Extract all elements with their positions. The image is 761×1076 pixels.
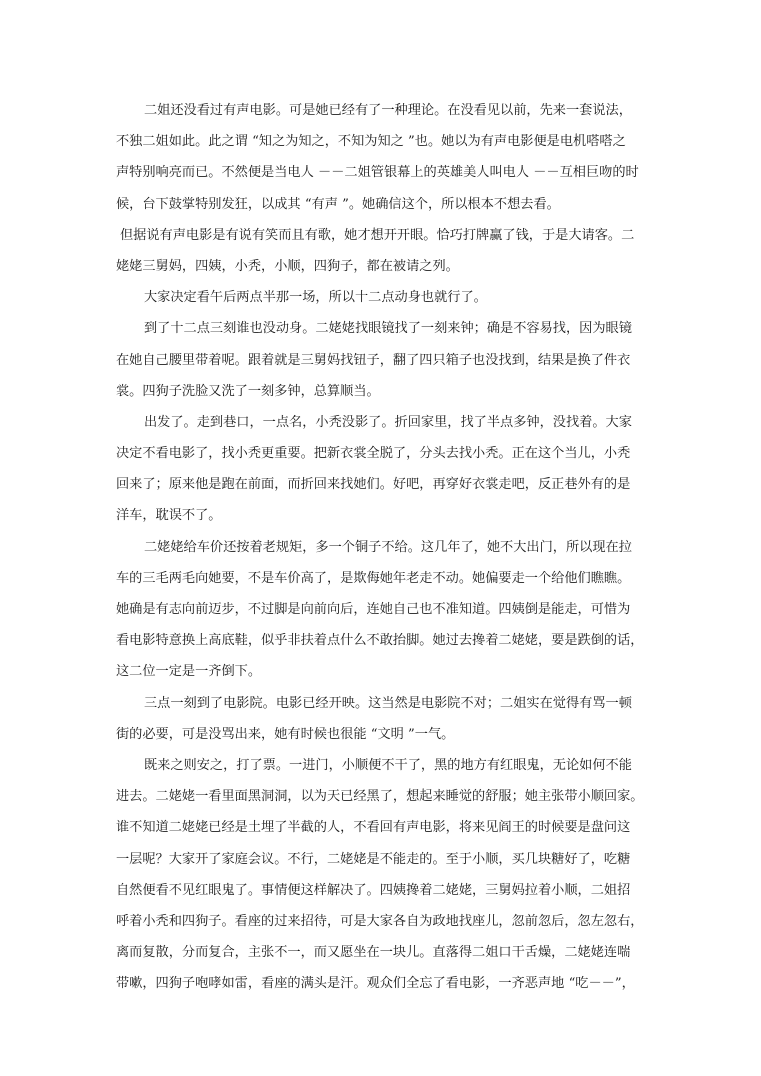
text-line: 姥姥三舅妈，四姨，小秃，小顺，四狗子，都在被请之列。 <box>116 258 459 274</box>
text-line: 车的三毛两毛向她要，不是车价高了，是欺侮她年老走不动。她偏要走一个给他们瞧瞧。 <box>116 570 631 586</box>
text-line: 进去。二姥姥一看里面黑洞洞，以为天已经黑了，想起来睡觉的舒服；她主张带小顺回家。 <box>116 789 644 805</box>
text-line: 大家决定看午后两点半那一场，所以十二点动身也就行了。 <box>144 290 487 306</box>
text-line: 二姥姥给车价还按着老规矩，多一个铜子不给。这几年了，她不大出门，所以现在拉 <box>144 539 632 555</box>
text-line: 但据说有声电影是有说有笑而且有歌，她才想开开眼。恰巧打牌赢了钱，于是大请客。二 <box>120 227 635 243</box>
text-line: 洋车，耽误不了。 <box>116 508 222 524</box>
text-line: 到了十二点三刻谁也没动身。二姥姥找眼镜找了一刻来钟；确是不容易找，因为眼镜 <box>144 321 632 337</box>
document-body <box>116 95 646 999</box>
text-line: 声特别响亮而已。不然便是当电人 －－二姐管银幕上的英雄美人叫电人 －－互相巨吻的时 <box>116 165 639 181</box>
text-line: 带嗽，四狗子咆哮如雷，看座的满头是汗。观众们全忘了看电影，一齐恶声地 “吃－－”， <box>116 976 635 992</box>
text-line: 不独二姐如此。此之谓 “知之为知之，不知为知之 ”也。她以为有声电影便是电机嗒嗒之 <box>116 134 626 150</box>
text-line: 裳。四狗子洗脸又洗了一刻多钟，总算顺当。 <box>116 383 380 399</box>
text-line: 候，台下鼓掌特别发狂，以成其 “有声 ”。她确信这个，所以根本不想去看。 <box>116 196 560 212</box>
text-line: 决定不看电影了，找小秃更重要。把新衣裳全脱了，分头去找小秃。正在这个当儿，小秃 <box>116 446 631 462</box>
text-line: 她确是有志向前迈步，不过脚是向前向后，连她自己也不准知道。四姨倒是能走，可惜为 <box>116 602 631 617</box>
text-line: 回来了；原来他是跑在前面，而折回来找她们。好吧，再穿好衣裳走吧，反正巷外有的是 <box>116 477 631 493</box>
text-line: 街的必要，可是没骂出来，她有时候也很能 “文明 ”一气。 <box>116 726 455 742</box>
text-line: 一层呢？大家开了家庭会议。不行，二姥姥是不能走的。至于小顺，买几块糖好了，吃糖 <box>116 851 631 867</box>
text-line: 呼着小秃和四狗子。看座的过来招待，可是大家各自为政地找座儿，忽前忽后，忽左忽右， <box>116 913 644 929</box>
text-line: 在她自己腰里带着呢。跟着就是三舅妈找钮子，翻了四只箱子也没找到，结果是换了件衣 <box>116 352 631 368</box>
text-line: 二姐还没看过有声电影。可是她已经有了一种理论。在没看见以前，先来一套说法， <box>144 103 632 118</box>
text-line: 离而复散，分而复合，主张不一，而又愿坐在一块儿。直落得二姐口干舌燥，二姥姥连喘 <box>116 945 631 961</box>
text-line: 既来之则安之，打了票。一进门，小顺便不干了，黑的地方有红眼鬼，无论如何不能 <box>144 757 632 773</box>
text-line: 这二位一定是一齐倒下。 <box>116 664 262 680</box>
text-line: 三点一刻到了电影院。电影已经开映。这当然是电影院不对；二姐实在觉得有骂一顿 <box>144 695 632 711</box>
text-line: 看电影特意换上高底鞋，似乎非扶着点什么不敢抬脚。她过去搀着二姥姥，要是跌倒的话， <box>116 633 644 649</box>
text-line: 自然便看不见红眼鬼了。事情便这样解决了。四姨搀着二姥姥，三舅妈拉着小顺，二姐招 <box>116 882 631 898</box>
text-line: 出发了。走到巷口，一点名，小秃没影了。折回家里，找了半点多钟，没找着。大家 <box>144 414 632 430</box>
text-line: 谁不知道二姥姥已经是土埋了半截的人，不看回有声电影，将来见阎王的时候要是盘问这 <box>116 820 631 836</box>
